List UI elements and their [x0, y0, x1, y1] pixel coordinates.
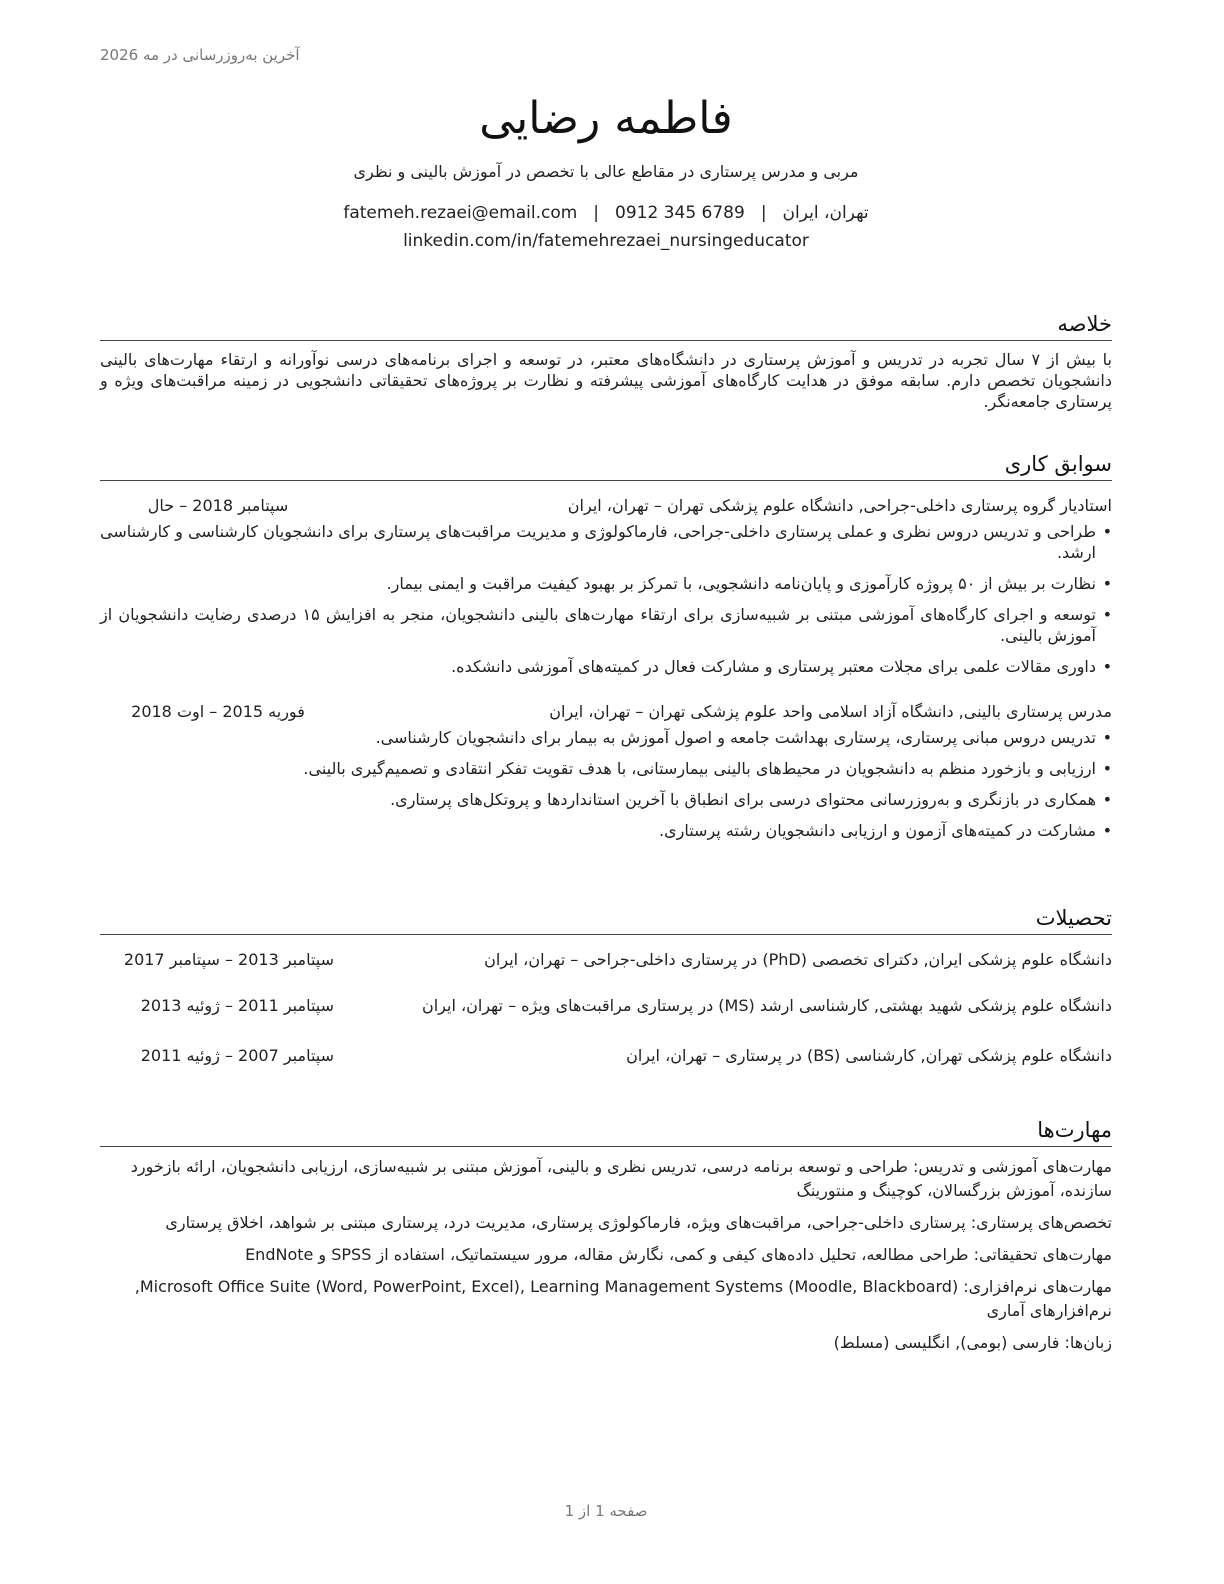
experience-section — [100, 450, 1112, 851]
bullet-item: • طراحی و تدریس دروس نظری و عملی پرستاری داخلی-جراحی، فارماکولوژی و مدیریت مراقبت‌های پرستاری برای دانشجویان کارشناسی و کارشناسی ارشد. — [100, 521, 1112, 563]
education-dates: سپتامبر 2007 – ژوئیه 2011 — [140, 1046, 334, 1065]
resume-page — [100, 0, 1112, 1584]
job-title-line — [549, 701, 1112, 723]
section-title-education: تحصیلات — [100, 904, 1112, 935]
education-dates: سپتامبر 2011 – ژوئیه 2013 — [140, 996, 334, 1015]
contact-email[interactable]: fatemeh.rezaei@email.com — [343, 203, 578, 223]
bullet-item: • تدریس دروس مبانی پرستاری، پرستاری بهداشت جامعه و اصول آموزش به بیمار برای دانشجویان کارشناسی. — [100, 727, 1112, 748]
candidate-subtitle: مربی و مدرس پرستاری در مقاطع عالی با تخصص در آموزش بالینی و نظری — [353, 162, 859, 181]
contact-phone: 0912 345 6789 — [615, 203, 745, 223]
linkedin-link[interactable]: linkedin.com/in/fatemehrezaei_nursingeducator — [403, 231, 809, 251]
candidate-name: فاطمه رضایی — [479, 93, 733, 144]
education-dates: سپتامبر 2013 – سپتامبر 2017 — [123, 950, 334, 969]
job-header — [100, 495, 1112, 517]
education-item — [100, 1045, 1112, 1067]
job-bullets — [100, 727, 1112, 841]
skill-line: مهارت‌های نرم‌افزاری: Microsoft Office Suite (Word, PowerPoint, Excel), Learning Management Systems (Moodle, Blackboard), نرم‌افزارهای آماری — [134, 1277, 1112, 1320]
job-role: استادیار گروه پرستاری داخلی-جراحی, دانشگاه علوم پزشکی تهران — [667, 496, 1112, 515]
job-bullets — [100, 521, 1112, 677]
resume-header — [100, 88, 1112, 251]
last-updated: آخرین به‌روزرسانی در مه 2026 — [100, 46, 300, 64]
education-section — [100, 904, 1112, 1067]
job-dates: سپتامبر 2018 – حال — [147, 496, 289, 515]
job-location: – تهران، ایران — [549, 702, 644, 721]
separator: | — [760, 203, 767, 223]
education-item — [100, 949, 1112, 971]
bullet-item: • توسعه و اجرای کارگاه‌های آموزشی مبتنی بر شبیه‌سازی برای ارتقاء مهارت‌های بالینی دانشجویان، منجر به افزایش ۱۵ درصدی رضایت دانشجویان از آموزش بالینی. — [100, 604, 1112, 646]
contact-line — [100, 203, 1112, 223]
job-role: مدرس پرستاری بالینی, دانشگاه آزاد اسلامی واحد علوم پزشکی تهران — [648, 702, 1112, 721]
education-text: دانشگاه علوم پزشکی شهید بهشتی, کارشناسی ارشد (MS) در پرستاری مراقبت‌های ویژه – تهران، ایران — [421, 996, 1112, 1015]
skill-line: زبان‌ها: فارسی (بومی), انگلیسی (مسلط) — [833, 1333, 1112, 1352]
job-header — [100, 701, 1112, 723]
skills-section — [100, 1116, 1112, 1355]
education-text: دانشگاه علوم پزشکی تهران, کارشناسی (BS) در پرستاری – تهران، ایران — [626, 1046, 1112, 1065]
job-title-line — [568, 495, 1112, 517]
page-number: صفحه 1 از 1 — [564, 1502, 648, 1520]
job-entry — [100, 495, 1112, 677]
section-title-summary: خلاصه — [100, 310, 1112, 341]
skill-line: مهارت‌های آموزشی و تدریس: طراحی و توسعه برنامه درسی، تدریس نظری و بالینی، آموزش مبتنی بر شبیه‌سازی، ارزیابی دانشجویان، ارائه بازخورد سازنده، آموزش بزرگسالان، کوچینگ و منتورینگ — [130, 1157, 1112, 1200]
skill-line: تخصص‌های پرستاری: پرستاری داخلی-جراحی، مراقبت‌های ویژه، فارماکولوژی پرستاری، مدیریت درد، پرستاری مبتنی بر شواهد، اخلاق پرستاری — [165, 1213, 1112, 1232]
summary-section — [100, 310, 1112, 412]
bullet-item: • داوری مقالات علمی برای مجلات معتبر پرستاری و مشارکت فعال در کمیته‌های آموزشی دانشکده. — [100, 656, 1112, 677]
separator: | — [593, 203, 600, 223]
education-item — [100, 995, 1112, 1017]
contact-location: تهران، ایران — [782, 203, 869, 223]
summary-text: با بیش از ۷ سال تجربه در تدریس و آموزش پرستاری در دانشگاه‌های معتبر، در توسعه و اجرای برنامه‌های درسی نوآورانه و ارتقاء مهارت‌های بالینی دانشجویان تخصص دارم. سابقه موفق در هدایت کارگاه‌های آموزشی پیشرفته و نظارت بر پروژه‌های تحقیقاتی دانشجویی در زمینه مراقبت‌های ویژه و پرستاری جامعه‌نگر. — [100, 350, 1113, 411]
skill-line: مهارت‌های تحقیقاتی: طراحی مطالعه، تحلیل داده‌های کیفی و کمی، نگارش مقاله، مرور سیستماتیک، استفاده از SPSS و EndNote — [245, 1245, 1112, 1264]
job-entry — [100, 701, 1112, 841]
section-title-skills: مهارت‌ها — [100, 1116, 1112, 1147]
bullet-item: • ارزیابی و بازخورد منظم به دانشجویان در محیط‌های بالینی بیمارستانی، با هدف تقویت تفکر انتقادی و تصمیم‌گیری بالینی. — [100, 758, 1112, 779]
bullet-item: • نظارت بر بیش از ۵۰ پروژه کارآموزی و پایان‌نامه دانشجویی، با تمرکز بر بهبود کیفیت مراقبت و ایمنی بیمار. — [100, 573, 1112, 594]
job-location: – تهران، ایران — [567, 496, 662, 515]
bullet-item: • مشارکت در کمیته‌های آزمون و ارزیابی دانشجویان رشته پرستاری. — [100, 820, 1112, 841]
job-dates: فوریه 2015 – اوت 2018 — [131, 702, 305, 721]
section-title-experience: سوابق کاری — [100, 450, 1112, 481]
education-text: دانشگاه علوم پزشکی ایران, دکترای تخصصی (PhD) در پرستاری داخلی-جراحی – تهران، ایران — [484, 950, 1112, 969]
bullet-item: • همکاری در بازنگری و به‌روزرسانی محتوای درسی برای انطباق با آخرین استانداردها و پروتکل‌های پرستاری. — [100, 789, 1112, 810]
